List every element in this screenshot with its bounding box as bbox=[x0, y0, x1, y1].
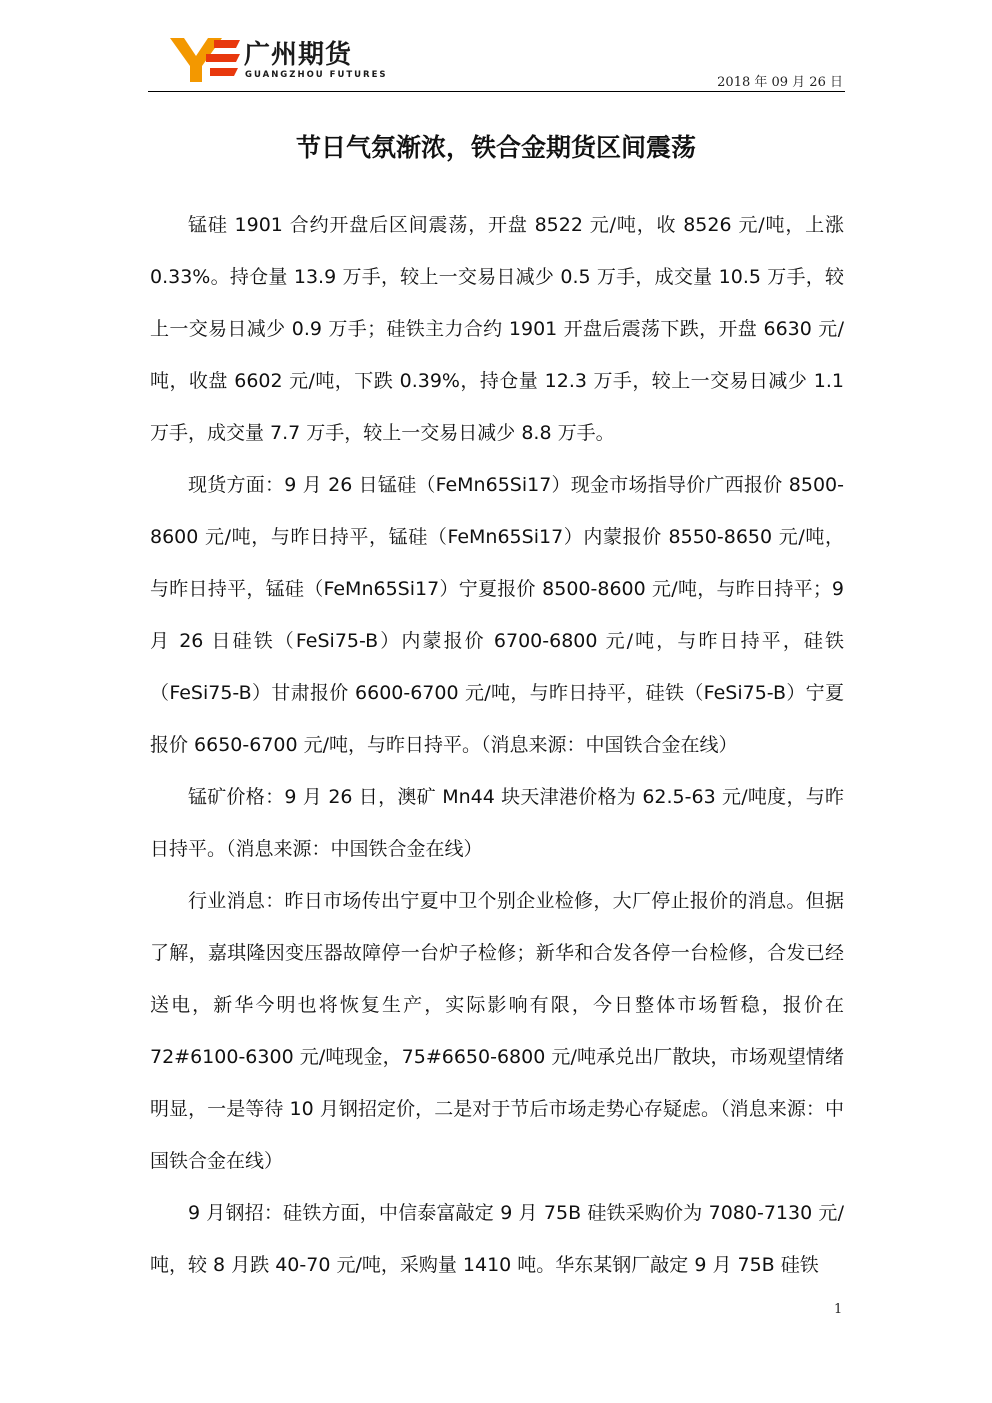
paragraph-spot-prices: 现货方面：9 月 26 日锰硅（FeMn65Si17）现金市场指导价广西报价 8500-8600 元/吨，与昨日持平，锰硅（FeMn65Si17）内蒙报价 8550-8650 元/吨，与昨日持平，锰硅（FeMn65Si17）宁夏报价 8500-8600 元/吨，与昨日持平；9 月 26 日硅铁（FeSi75-B）内蒙报价 6700-6800 元/吨，与昨日持平，硅铁（FeSi75-B）甘肃报价 6600-6700 元/吨，与昨日持平，硅铁（FeSi75-B）宁夏报价 6650-6700 元/吨，与昨日持平。（消息来源：中国铁合金在线） bbox=[150, 474, 844, 756]
page-header bbox=[148, 30, 845, 94]
paragraph-futures-summary: 锰硅 1901 合约开盘后区间震荡，开盘 8522 元/吨，收 8526 元/吨，上涨 0.33%。持仓量 13.9 万手，较上一交易日减少 0.5 万手，成交量 10.5 万手，较上一交易日减少 0.9 万手；硅铁主力合约 1901 开盘后震荡下跌，开盘 6630 元/吨，收盘 6602 元/吨，下跌 0.39%，持仓量 12.3 万手，较上一交易日减少 1.1 万手，成交量 7.7 万手，较上一交易日减少 8.8 万手。 bbox=[150, 214, 844, 444]
header-divider bbox=[148, 91, 845, 92]
brand-name-chinese: 广州期货 bbox=[244, 40, 353, 70]
brand-name-english: GUANGZHOU FUTURES bbox=[245, 70, 388, 80]
document-body bbox=[150, 199, 844, 1291]
document-title: 节日气氛渐浓，铁合金期货区间震荡 bbox=[295, 133, 696, 162]
paragraph-industry-news: 行业消息：昨日市场传出宁夏中卫个别企业检修，大厂停止报价的消息。但据了解，嘉琪隆因变压器故障停一台炉子检修；新华和合发各停一台检修，合发已经送电，新华今明也将恢复生产，实际影响有限，今日整体市场暂稳，报价在 72#6100-6300 元/吨现金，75#6650-6800 元/吨承兑出厂散块，市场观望情绪明显，一是等待 10 月钢招定价，二是对于节后市场走势心存疑虑。（消息来源：中国铁合金在线） bbox=[150, 890, 844, 1172]
page-number: 1 bbox=[834, 1302, 843, 1317]
paragraph-steel-tender: 9 月钢招：硅铁方面，中信泰富敲定 9 月 75B 硅铁采购价为 7080-7130 元/吨，较 8 月跌 40-70 元/吨，采购量 1410 吨。华东某钢厂敲定 9 月 75B 硅铁 bbox=[150, 1202, 844, 1276]
guangzhou-futures-logo-icon bbox=[170, 36, 240, 84]
report-date: 2018 年 09 月 26 日 bbox=[717, 75, 843, 90]
paragraph-manganese-ore: 锰矿价格：9 月 26 日，澳矿 Mn44 块天津港价格为 62.5-63 元/吨度，与昨日持平。（消息来源：中国铁合金在线） bbox=[150, 786, 844, 860]
